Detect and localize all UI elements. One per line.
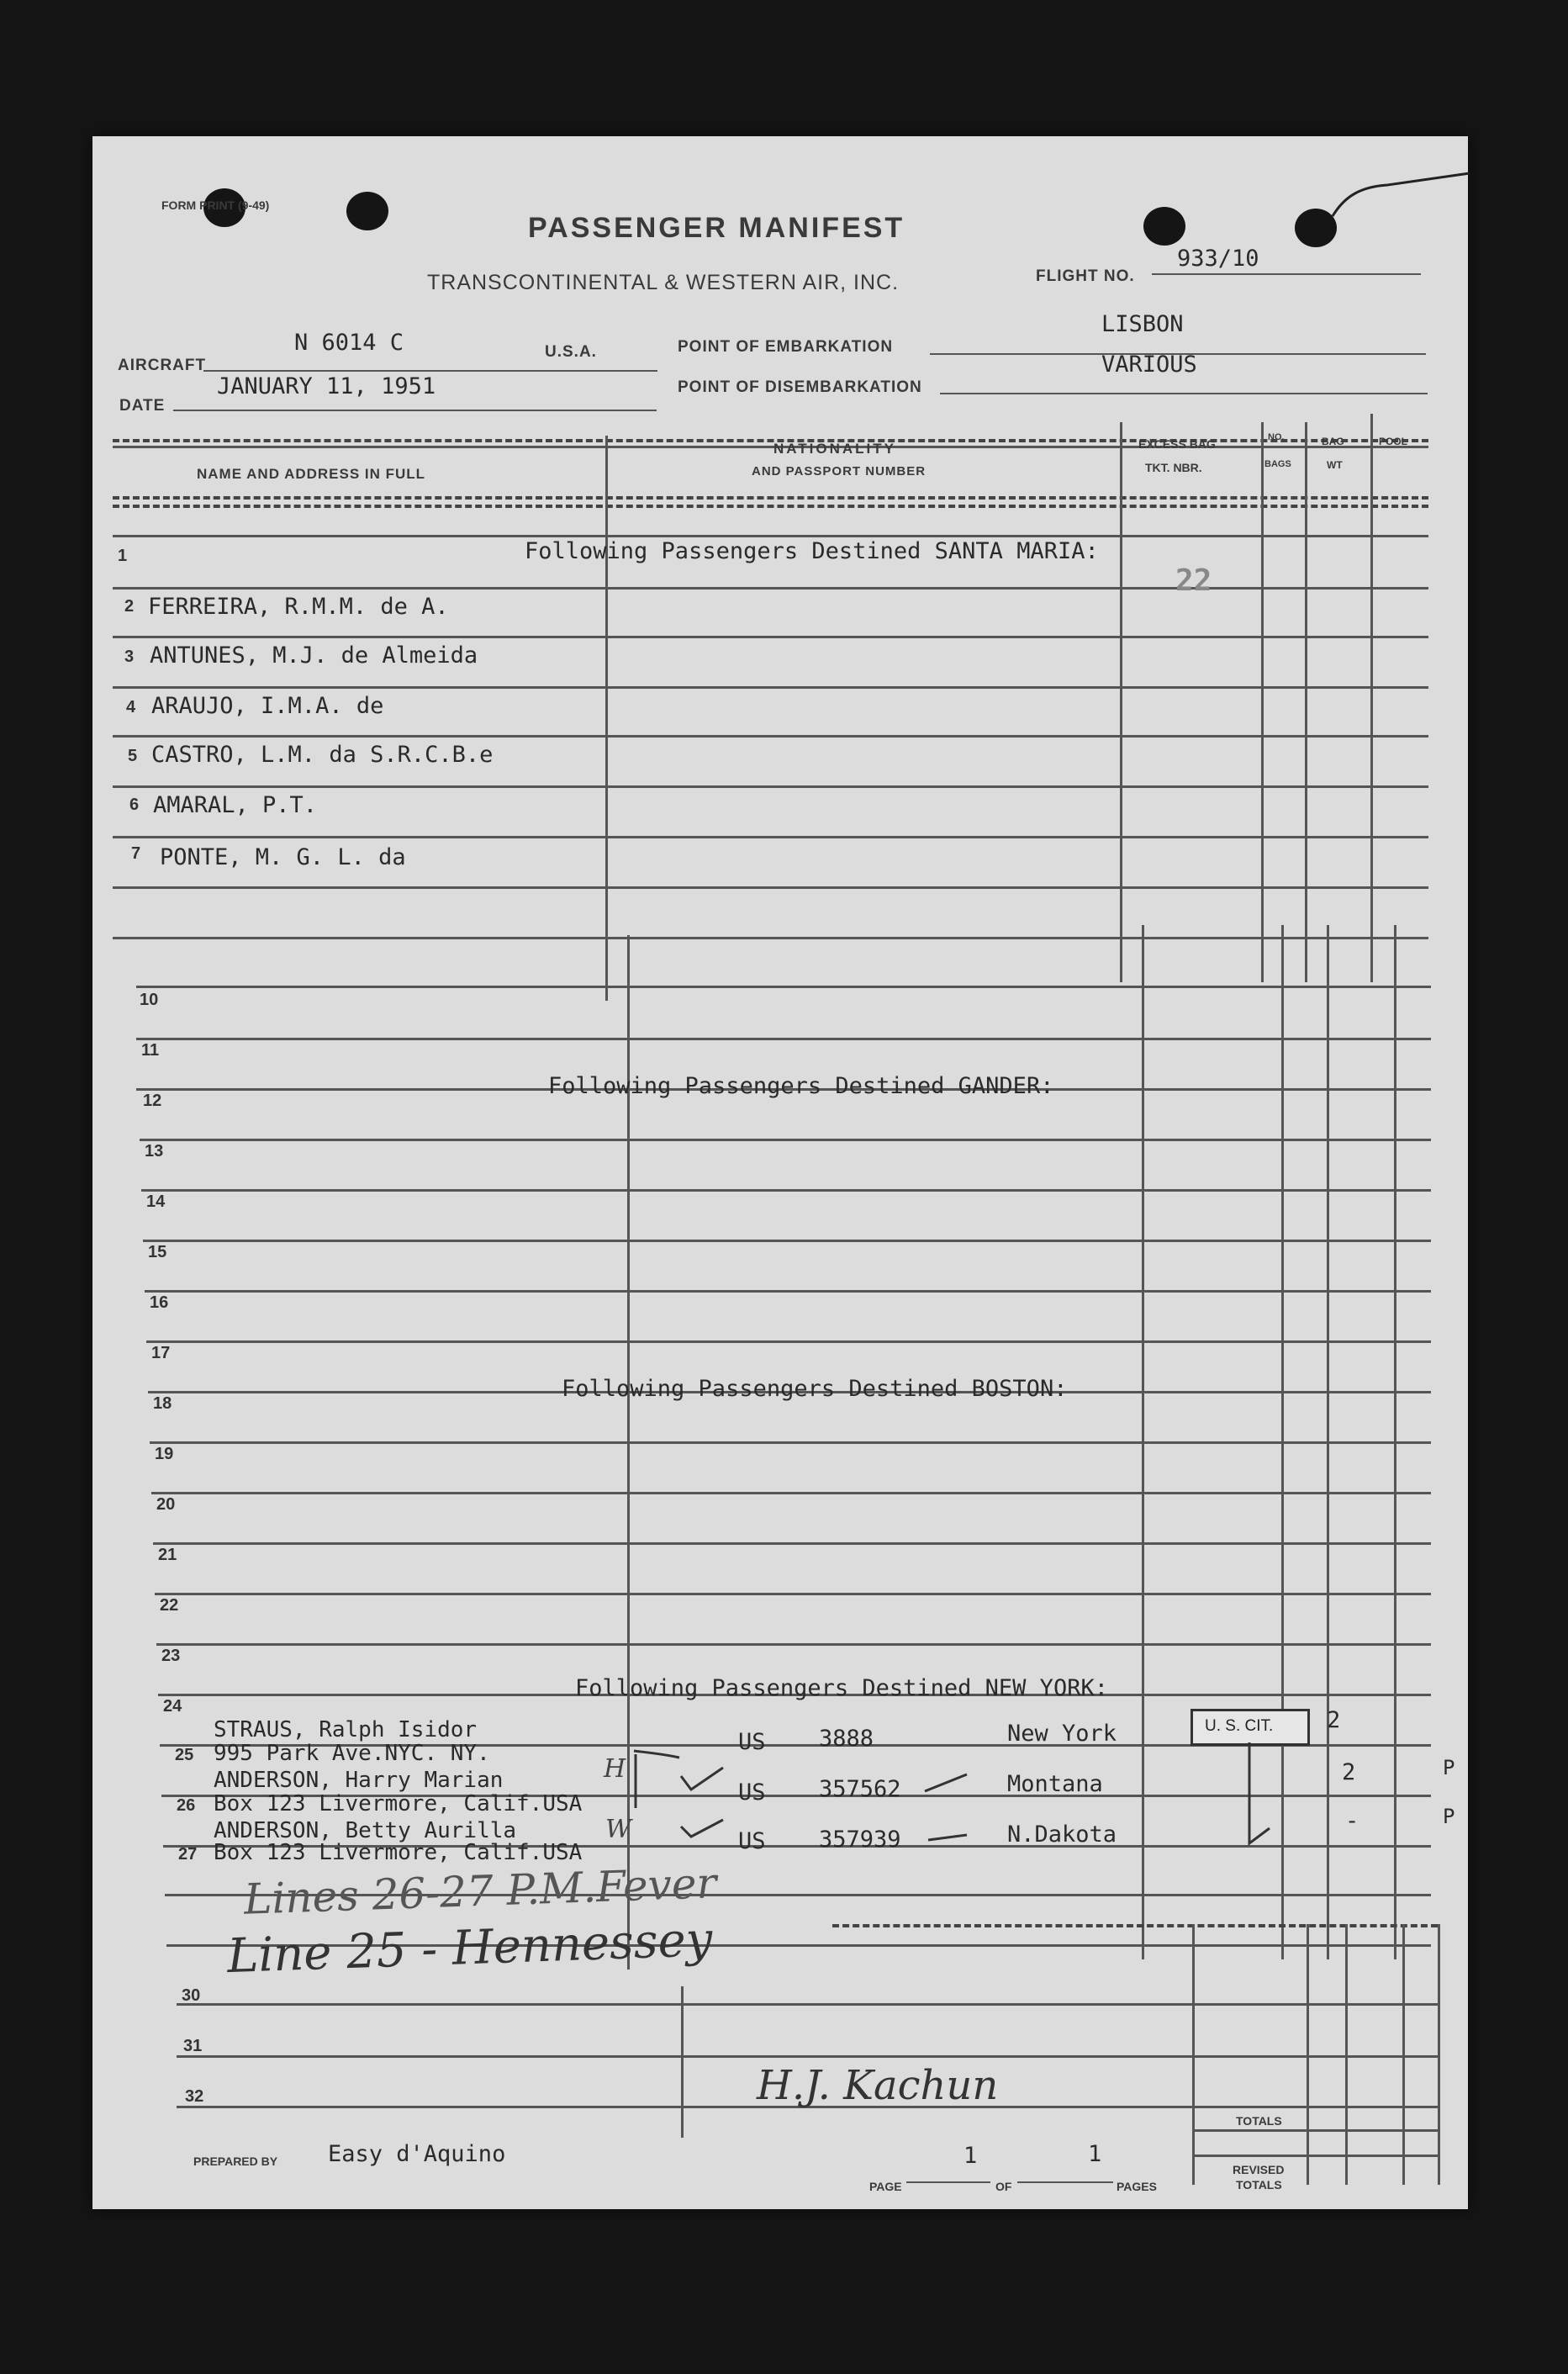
punch-hole-2 bbox=[346, 192, 388, 230]
passenger-25-bags: 2 bbox=[1327, 1707, 1341, 1733]
passenger-26-bags: 2 bbox=[1342, 1759, 1356, 1785]
row-number-16: 16 bbox=[150, 1293, 169, 1312]
handwritten-signature: H.J. Kachun bbox=[757, 2062, 999, 2109]
flight-number: 933/10 bbox=[1177, 246, 1259, 272]
row-number-32: 32 bbox=[185, 2087, 204, 2106]
row-number-10: 10 bbox=[140, 991, 159, 1009]
revised-label-1: REVISED bbox=[1233, 2163, 1285, 2176]
handwritten-note-line-25: Line 25 - Hennessey bbox=[226, 1911, 714, 1985]
date-value: JANUARY 11, 1951 bbox=[217, 373, 436, 399]
passenger-26-passport: 357562 bbox=[819, 1776, 901, 1802]
section-santa-maria: Following Passengers Destined SANTA MARIA: bbox=[525, 538, 1099, 564]
page-number: 1 bbox=[964, 2143, 978, 2169]
date-label: DATE bbox=[119, 397, 166, 415]
row-number-17: 17 bbox=[151, 1344, 171, 1362]
country-label: U.S.A. bbox=[545, 343, 597, 361]
manifest-sheet bbox=[92, 136, 1468, 2209]
passenger-26-name: ANDERSON, Harry Marian bbox=[214, 1768, 504, 1793]
passenger-name-3: ANTUNES, M.J. de Almeida bbox=[150, 642, 478, 669]
passenger-name-6: AMARAL, P.T. bbox=[153, 792, 318, 818]
row-number-4: 4 bbox=[126, 698, 136, 716]
excess-bag-value: 22 bbox=[1175, 563, 1212, 598]
col-excess-1: EXCESS BAG bbox=[1138, 437, 1216, 451]
disembark-value: VARIOUS bbox=[1101, 352, 1197, 378]
row-number-2: 2 bbox=[124, 597, 135, 616]
row-number-22: 22 bbox=[160, 1596, 179, 1615]
passenger-26-address: Box 123 Livermore, Calif.USA bbox=[214, 1791, 583, 1816]
passenger-name-4: ARAUJO, I.M.A. de bbox=[151, 693, 384, 719]
passenger-name-2: FERREIRA, R.M.M. de A. bbox=[148, 594, 449, 620]
form-number: FORM PRINT (9-49) bbox=[161, 198, 270, 212]
revised-label-2: TOTALS bbox=[1236, 2178, 1282, 2192]
passenger-26-nationality: US bbox=[738, 1779, 766, 1806]
margin-p-26: P bbox=[1443, 1756, 1455, 1779]
passenger-27-bags: - bbox=[1345, 1808, 1359, 1834]
prepared-by-value: Easy d'Aquino bbox=[328, 2141, 506, 2167]
row-number-19: 19 bbox=[155, 1445, 174, 1463]
section-new-york: Following Passengers Destined NEW YORK: bbox=[575, 1675, 1108, 1701]
of-label: OF bbox=[995, 2180, 1012, 2193]
bent-wire-mark bbox=[1328, 170, 1471, 229]
prepared-by-label: PREPARED BY bbox=[193, 2155, 278, 2168]
passenger-name-7: PONTE, M. G. L. da bbox=[160, 844, 406, 870]
passenger-25-name: STRAUS, Ralph Isidor bbox=[214, 1717, 478, 1742]
row-number-18: 18 bbox=[153, 1394, 172, 1413]
row-number-5: 5 bbox=[128, 747, 138, 765]
row-number-12: 12 bbox=[143, 1092, 162, 1110]
passenger-27-state: N.Dakota bbox=[1007, 1821, 1117, 1848]
row-number-25: 25 bbox=[175, 1746, 194, 1764]
handwritten-w-mark: W bbox=[605, 1815, 631, 1844]
pages-label: PAGES bbox=[1117, 2180, 1157, 2193]
row-number-6: 6 bbox=[129, 796, 140, 814]
passenger-26-state: Montana bbox=[1007, 1771, 1103, 1797]
passenger-27-nationality: US bbox=[738, 1828, 766, 1854]
passenger-25-passport: 3888 bbox=[819, 1726, 874, 1752]
row-number-14: 14 bbox=[146, 1192, 166, 1211]
flight-label: FLIGHT NO. bbox=[1036, 267, 1135, 285]
row-number-26: 26 bbox=[177, 1796, 196, 1815]
passenger-25-state: New York bbox=[1007, 1721, 1117, 1747]
row-number-31: 31 bbox=[183, 2037, 203, 2055]
section-gander: Following Passengers Destined GANDER: bbox=[548, 1073, 1054, 1099]
section-boston: Following Passengers Destined BOSTON: bbox=[562, 1376, 1068, 1402]
row-number-15: 15 bbox=[148, 1243, 167, 1261]
row-number-3: 3 bbox=[124, 648, 135, 666]
col-bags-2: BAGS bbox=[1264, 459, 1291, 469]
passenger-27-passport: 357939 bbox=[819, 1827, 901, 1853]
totals-label: TOTALS bbox=[1236, 2114, 1282, 2128]
col-bagwt-2: WT bbox=[1327, 459, 1343, 471]
aircraft-reg: N 6014 C bbox=[294, 330, 404, 356]
passenger-25-nationality: US bbox=[738, 1729, 766, 1755]
passenger-25-address: 995 Park Ave.NYC. NY. bbox=[214, 1741, 490, 1766]
row-number-27: 27 bbox=[178, 1845, 198, 1864]
page-label: PAGE bbox=[869, 2180, 902, 2193]
row-number-11: 11 bbox=[141, 1041, 160, 1060]
us-citizen-stamp bbox=[1191, 1709, 1310, 1746]
disembark-label: POINT OF DISEMBARKATION bbox=[678, 378, 922, 396]
row-number-23: 23 bbox=[161, 1647, 181, 1665]
form-title: PASSENGER MANIFEST bbox=[528, 212, 905, 244]
row-number-7: 7 bbox=[131, 844, 141, 863]
col-passport-header: AND PASSPORT NUMBER bbox=[752, 464, 927, 479]
col-bags-1: NO. bbox=[1268, 432, 1285, 442]
company-name: TRANSCONTINENTAL & WESTERN AIR, INC. bbox=[427, 271, 900, 294]
passenger-27-name: ANDERSON, Betty Aurilla bbox=[214, 1818, 517, 1843]
row-number-20: 20 bbox=[156, 1495, 176, 1514]
aircraft-label: AIRCRAFT bbox=[118, 357, 207, 374]
total-pages: 1 bbox=[1088, 2141, 1102, 2167]
punch-hole-3 bbox=[1143, 207, 1185, 246]
col-nationality-header: NATIONALITY bbox=[773, 441, 897, 457]
margin-p-27: P bbox=[1443, 1805, 1455, 1828]
col-excess-2: TKT. NBR. bbox=[1145, 461, 1202, 474]
row-number-30: 30 bbox=[182, 1986, 201, 2005]
handwritten-note-lines-26-27: Lines 26-27 P.M.Fever bbox=[243, 1858, 718, 1924]
handwritten-h-mark: H bbox=[604, 1754, 626, 1784]
us-citizen-text: U. S. CIT. bbox=[1205, 1717, 1274, 1735]
row-number-1: 1 bbox=[118, 547, 128, 565]
row-number-21: 21 bbox=[158, 1546, 177, 1564]
passenger-27-address: Box 123 Livermore, Calif.USA bbox=[214, 1840, 583, 1865]
col-bagwt-1: BAG bbox=[1322, 436, 1344, 447]
handwritten-check-marks bbox=[597, 1742, 1286, 1869]
embark-label: POINT OF EMBARKATION bbox=[678, 338, 894, 356]
embark-value: LISBON bbox=[1101, 311, 1184, 337]
row-number-24: 24 bbox=[163, 1697, 182, 1716]
row-number-13: 13 bbox=[145, 1142, 164, 1161]
col-name-header: NAME AND ADDRESS IN FULL bbox=[197, 466, 426, 482]
passenger-name-5: CASTRO, L.M. da S.R.C.B.e bbox=[151, 742, 494, 768]
col-pool: POOL bbox=[1379, 436, 1408, 447]
